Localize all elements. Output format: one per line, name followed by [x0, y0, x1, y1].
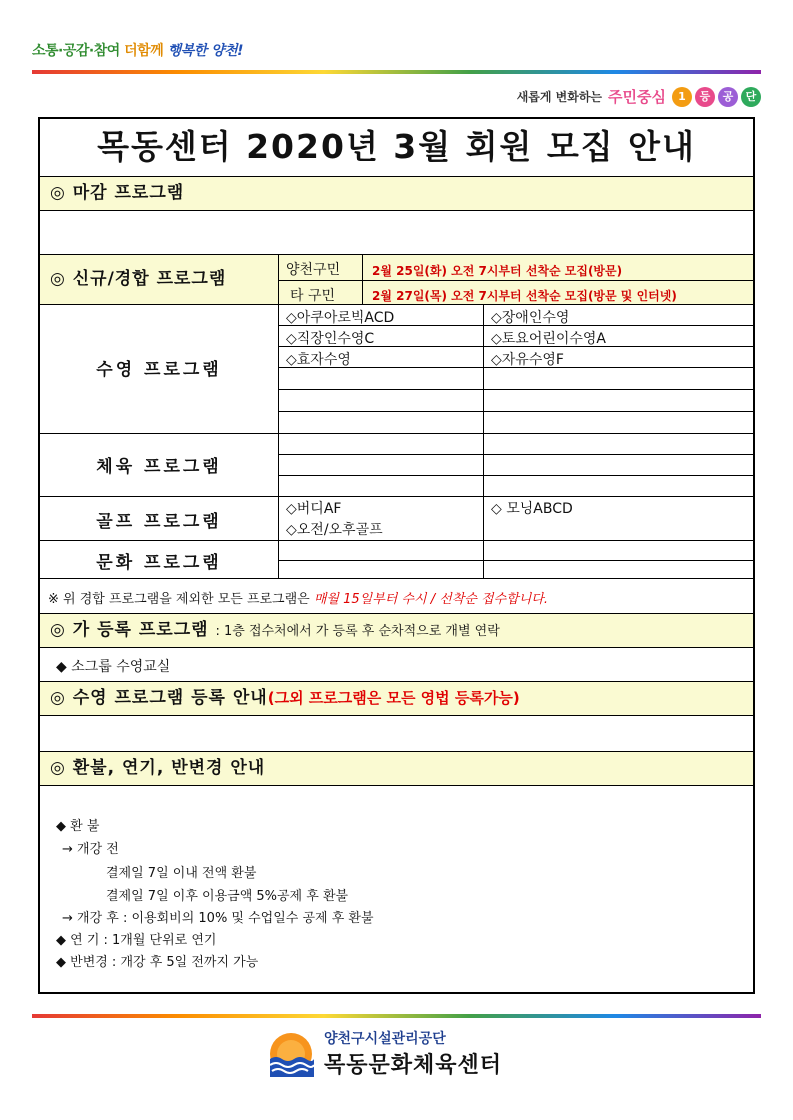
tagline-accent: 주민중심: [608, 88, 666, 106]
tagline: [517, 86, 761, 107]
culture-program-label: 문화 프로그램: [96, 553, 222, 573]
refund-line: ◆ 연 기 : 1개월 단위로 연기: [56, 933, 217, 948]
golf-item-am-pm: ◇오전/오후골프: [286, 522, 383, 538]
swim-item-kids: ◇토요어린이수영A: [491, 331, 607, 347]
grid-line: [278, 389, 753, 390]
refund-heading: ◎ 환불, 연기, 반변경 안내: [40, 752, 753, 786]
registration-divider: [278, 280, 753, 281]
refund-line: → 개강 전: [62, 842, 119, 857]
pe-program-label: 체육 프로그램: [96, 457, 222, 477]
golf-item-morning: ◇ 모닝ABCD: [491, 501, 573, 517]
refund-line: 결제일 7일 이후 이용금액 5%공제 후 환불: [106, 889, 349, 904]
footer-center: 목동문화체육센터: [324, 1053, 503, 1078]
swim-registration-area: [40, 716, 753, 752]
golf-program-label: 골프 프로그램: [96, 512, 222, 532]
top-divider: [32, 70, 761, 74]
tagline-prefix: 새롭게 변화하는: [516, 90, 603, 104]
waitlist-description: : 1층 접수처에서 가 등록 후 순차적으로 개별 연락: [215, 624, 500, 639]
waitlist-item-row: [40, 648, 753, 682]
slogan-part3: 행복한 양천!: [167, 43, 243, 59]
registration-detail-yangcheon: 2월 25일(화) 오전 7시부터 선착순 모집(방문): [372, 264, 623, 278]
registration-detail-other: 2월 27일(목) 오전 7시부터 선착순 모집(방문 및 인터넷): [372, 289, 677, 303]
footer: [268, 1028, 502, 1079]
waitlist-heading-row: [40, 614, 753, 648]
grid-line: [40, 540, 753, 541]
refund-line: ◆ 반변경 : 개강 후 5일 전까지 가능: [56, 955, 259, 970]
refund-line: → 개강 후 : 이용회비의 10% 및 수업일수 공제 후 환불: [62, 911, 374, 926]
grid-line: [40, 496, 753, 497]
badge-deung: 등: [695, 87, 715, 107]
grid-line: [278, 411, 753, 412]
swim-program-label: 수영 프로그램: [96, 360, 222, 380]
grid-line: [40, 433, 753, 434]
waitlist-item: ◆ 소그룹 수영교실: [56, 659, 171, 675]
golf-item-birdie: ◇버디AF: [286, 501, 342, 517]
swim-registration-heading-row: [40, 682, 753, 716]
bottom-divider: [32, 1014, 761, 1018]
closed-programs-area: [40, 211, 753, 255]
program-note-text: ※ 위 경합 프로그램을 제외한 모든 프로그램은: [48, 592, 310, 607]
slogan: [32, 40, 243, 60]
grid-line: [278, 454, 753, 455]
new-programs-heading: ◎ 신규/경합 프로그램: [50, 269, 227, 289]
swim-registration-heading: ◎ 수영 프로그램 등록 안내: [50, 688, 268, 708]
page-title: 목동센터 2020년 3월 회원 모집 안내: [40, 119, 753, 177]
grid-line: [278, 560, 753, 561]
badge-gong: 공: [718, 87, 738, 107]
column-divider-left: [278, 255, 279, 578]
registration-group-other: 타 구민: [290, 288, 336, 304]
swim-registration-note: (그외 프로그램은 모든 영법 등록가능): [267, 689, 520, 707]
registration-group-yangcheon: 양천구민: [286, 262, 341, 278]
grid-line: [278, 475, 753, 476]
slogan-part2: 더함께: [124, 43, 164, 59]
swim-item-disabled: ◇장애인수영: [491, 310, 570, 326]
swim-item-free: ◇자유수영F: [491, 352, 564, 368]
program-note: [48, 588, 548, 607]
swim-item-hyoja: ◇효자수영: [286, 352, 351, 368]
swim-item-aquarobic: ◇아쿠아로빅ACD: [286, 310, 395, 326]
refund-line: ◆ 환 불: [56, 819, 100, 834]
closed-programs-heading: ◎ 마감 프로그램: [40, 177, 753, 211]
slogan-part1: 소통·공감·참여: [32, 43, 120, 59]
sun-wave-logo-icon: [268, 1031, 314, 1077]
notice-document: [38, 117, 755, 994]
footer-org: 양천구시설관리공단: [324, 1031, 446, 1047]
badge-one: 1: [672, 87, 692, 107]
grid-line: [40, 578, 753, 579]
program-note-highlight: 매월 15일부터 수시 / 선착순 접수합니다.: [313, 592, 548, 607]
refund-line: 결제일 7일 이내 전액 환불: [106, 866, 257, 881]
badge-dan: 단: [741, 87, 761, 107]
swim-item-office: ◇직장인수영C: [286, 331, 375, 347]
waitlist-heading: ◎ 가 등록 프로그램: [50, 620, 209, 640]
